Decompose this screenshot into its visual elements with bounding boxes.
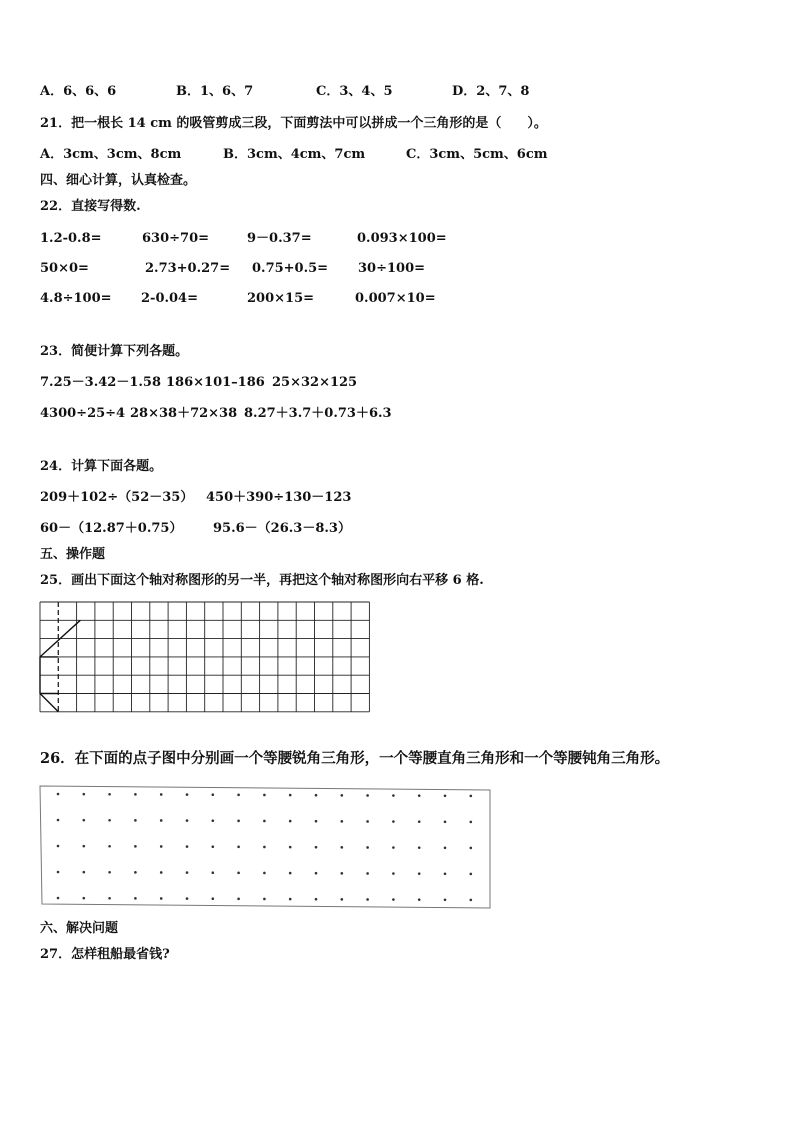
q23-item: 7.25－3.42－1.58 <box>40 375 161 390</box>
grid-dot <box>57 845 60 848</box>
q22-stem: 22．直接写得数. <box>40 199 141 214</box>
q22-item: 200×15= <box>247 291 315 306</box>
grid-dot <box>160 871 163 874</box>
grid-dot <box>366 794 369 797</box>
grid-dot <box>212 845 215 848</box>
grid-dot <box>392 898 395 901</box>
section-6-title: 六、解决问题 <box>40 921 119 936</box>
grid-dot <box>237 898 240 901</box>
half-figure-outline <box>40 620 80 712</box>
grid-dot <box>289 820 292 823</box>
grid-dot <box>315 794 318 797</box>
grid-dot <box>134 845 137 848</box>
q20-option-c: C．3、4、5 <box>316 84 393 99</box>
grid-dot <box>237 820 240 823</box>
grid-dot <box>392 794 395 797</box>
q22-item: 9－0.37= <box>247 231 312 246</box>
q23-item: 28×38＋72×38 <box>130 406 238 421</box>
grid-dot <box>289 872 292 875</box>
grid-dot <box>366 820 369 823</box>
grid-dot <box>444 821 447 824</box>
grid-dot <box>289 846 292 849</box>
grid-dot <box>392 820 395 823</box>
grid-dot <box>341 794 344 797</box>
q24-item: 450＋390÷130－123 <box>206 490 352 505</box>
grid-dot <box>315 820 318 823</box>
q24-item: 209＋102÷（52－35） <box>40 490 194 505</box>
q23-item: 4300÷25÷4 <box>40 406 126 421</box>
grid-dot <box>341 898 344 901</box>
grid-dot <box>134 819 137 822</box>
grid-dot <box>315 872 318 875</box>
grid-dot <box>57 819 60 822</box>
q24-stem: 24．计算下面各题。 <box>40 459 163 474</box>
grid-dot <box>186 871 189 874</box>
grid-dot <box>470 899 473 902</box>
grid-dot <box>418 872 421 875</box>
grid-dot <box>57 871 60 874</box>
grid-dot <box>83 871 86 874</box>
section-5-title: 五、操作题 <box>40 547 106 562</box>
grid-dot <box>134 897 137 900</box>
grid-dot <box>418 794 421 797</box>
grid-dot <box>444 899 447 902</box>
q23-stem: 23．简便计算下列各题。 <box>40 344 189 359</box>
grid-dot <box>108 793 111 796</box>
grid-dot <box>212 897 215 900</box>
grid-dot <box>160 793 163 796</box>
grid-dot <box>418 820 421 823</box>
grid-dot <box>83 819 86 822</box>
grid-dot <box>289 898 292 901</box>
grid-dot <box>108 819 111 822</box>
grid-dot <box>160 897 163 900</box>
grid-dot <box>83 845 86 848</box>
q22-item: 630÷70= <box>142 231 210 246</box>
grid-dot <box>212 793 215 796</box>
q22-item: 0.75+0.5= <box>252 261 329 276</box>
grid-dot <box>237 794 240 797</box>
q22-item: 2.73+0.27= <box>145 261 231 276</box>
grid-dot <box>470 873 473 876</box>
q22-item: 4.8÷100= <box>40 291 112 306</box>
grid-dot <box>237 846 240 849</box>
grid-dot <box>237 872 240 875</box>
grid-dot <box>263 794 266 797</box>
grid-dot <box>366 846 369 849</box>
grid-dot <box>134 793 137 796</box>
grid-dot <box>392 846 395 849</box>
grid-dot <box>366 872 369 875</box>
grid-dot <box>263 820 266 823</box>
grid-dot <box>186 897 189 900</box>
grid-dot <box>289 794 292 797</box>
grid-dot <box>444 795 447 798</box>
q21-option-c: C．3cm、5cm、6cm <box>406 147 548 162</box>
grid-dot <box>57 793 60 796</box>
grid-dot <box>57 897 60 900</box>
q27-stem: 27．怎样租船最省钱? <box>40 947 170 962</box>
q23-item: 186×101–186 <box>166 375 265 390</box>
grid-dot <box>418 846 421 849</box>
q22-item: 2-0.04= <box>141 291 198 306</box>
grid-dot <box>160 845 163 848</box>
q22-item: 0.007×10= <box>355 291 436 306</box>
grid-dot <box>134 871 137 874</box>
dot-grid[interactable] <box>38 784 494 912</box>
grid-dot <box>83 793 86 796</box>
q25-stem: 25．画出下面这个轴对称图形的另一半，再把这个轴对称图形向右平移 6 格. <box>40 573 484 588</box>
q22-item: 30÷100= <box>358 261 426 276</box>
grid-dot <box>83 897 86 900</box>
q23-item: 8.27＋3.7＋0.73＋6.3 <box>244 406 392 421</box>
q24-item: 95.6－（26.3－8.3） <box>213 521 351 536</box>
section-4-title: 四、细心计算，认真检查。 <box>40 173 197 188</box>
grid-dot <box>108 897 111 900</box>
grid-dot <box>186 819 189 822</box>
grid-dot <box>418 898 421 901</box>
grid-dot <box>366 898 369 901</box>
q22-item: 0.093×100= <box>357 231 447 246</box>
grid-dot <box>315 846 318 849</box>
q21-option-a: A．3cm、3cm、8cm <box>40 147 182 162</box>
grid-dot <box>444 873 447 876</box>
grid-dot <box>470 821 473 824</box>
q26-stem: 26．在下面的点子图中分别画一个等腰锐角三角形，一个等腰直角三角形和一个等腰钝角三角形。 <box>40 750 670 767</box>
q20-option-b: B．1、6、7 <box>176 84 254 99</box>
q21-stem: 21．把一根长 14 cm 的吸管剪成三段，下面剪法中可以拼成一个三角形的是（ ）。 <box>40 116 547 131</box>
grid-dot <box>341 872 344 875</box>
square-grid[interactable] <box>38 600 372 734</box>
q20-option-d: D．2、7、8 <box>452 84 530 99</box>
grid-dot <box>160 819 163 822</box>
grid-dot <box>315 898 318 901</box>
q22-item: 50×0= <box>40 261 89 276</box>
grid-dot <box>341 820 344 823</box>
grid-dot <box>186 845 189 848</box>
grid-dot <box>263 846 266 849</box>
grid-dot <box>108 871 111 874</box>
q23-item: 25×32×125 <box>272 375 358 390</box>
q20-option-a: A．6、6、6 <box>40 84 117 99</box>
q21-option-b: B．3cm、4cm、7cm <box>223 147 366 162</box>
grid-dot <box>470 847 473 850</box>
grid-dot <box>212 871 215 874</box>
grid-dot <box>392 872 395 875</box>
grid-dot <box>263 872 266 875</box>
grid-dot <box>470 795 473 798</box>
grid-dot <box>186 793 189 796</box>
grid-dot <box>263 898 266 901</box>
grid-dot <box>108 845 111 848</box>
q22-item: 1.2-0.8= <box>40 231 102 246</box>
grid-dot <box>444 847 447 850</box>
grid-dot <box>212 819 215 822</box>
grid-dot <box>341 846 344 849</box>
q24-item: 60－（12.87＋0.75） <box>40 521 183 536</box>
